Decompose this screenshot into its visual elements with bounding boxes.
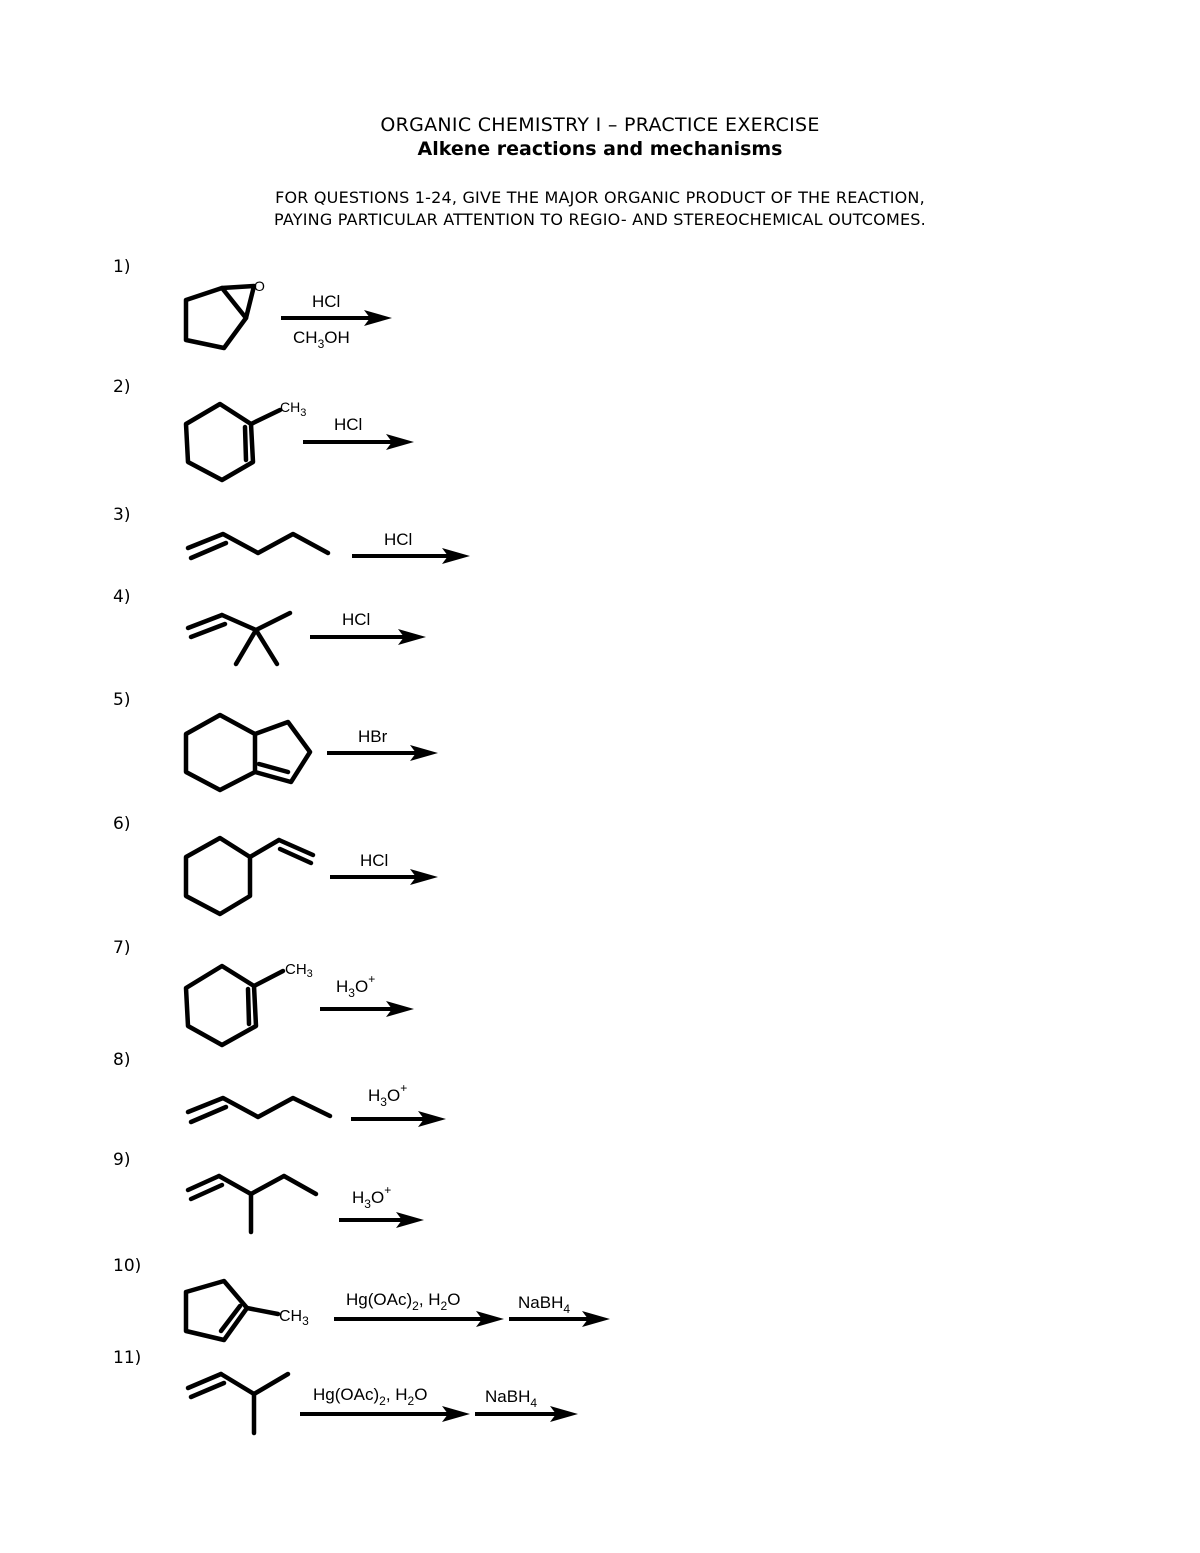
reagent-label: HCl [342, 610, 371, 629]
reagent-label-step-1: $Hg(OAc)_2$, $H_2O$ [346, 1290, 461, 1313]
page-title: ORGANIC CHEMISTRY I – PRACTICE EXERCISE [380, 114, 820, 136]
cyclohexene-ring [186, 404, 253, 480]
reagent-label-step-1: $Hg(OAc)_2$, $H_2O$ [313, 1385, 428, 1408]
question-6-reaction [186, 838, 438, 914]
solvent-label: $CH_3OH$ [293, 328, 350, 351]
chain-bond [222, 615, 256, 630]
question-number-1: 1) [113, 257, 131, 277]
reagent-label: HCl [334, 415, 363, 434]
cyclohexane-ring [186, 715, 255, 790]
question-9-reaction [188, 1176, 424, 1232]
question-number-11: 11) [113, 1348, 142, 1368]
question-number-3: 3) [113, 505, 131, 525]
methyl-label: $CH_3$ [280, 399, 307, 419]
question-number-7: 7) [113, 938, 131, 958]
question-8-reaction [188, 1081, 446, 1127]
chain-bond [251, 1176, 284, 1194]
double-bond-line [245, 427, 246, 460]
page-subtitle: Alkene reactions and mechanisms [417, 138, 783, 160]
question-5-reaction [186, 715, 438, 790]
methyl-bond [247, 1308, 278, 1314]
question-number-10: 10) [113, 1256, 142, 1276]
double-bond-line [248, 989, 249, 1024]
question-number-4: 4) [113, 587, 131, 607]
methyl-bond [254, 1374, 288, 1394]
reagent-label-step-2: NaBH$_4$ [485, 1387, 538, 1410]
question-4-reaction [188, 610, 426, 664]
reagent-label: $H_3O^+$ [368, 1081, 408, 1109]
reagent-label: HCl [384, 530, 413, 549]
methyl-bond [251, 410, 280, 424]
instructions-line-2: PAYING PARTICULAR ATTENTION TO REGIO- AND STEREOCHEMICAL OUTCOMES. [274, 210, 926, 229]
question-10-reaction [186, 1281, 610, 1340]
methyl-bond [254, 971, 283, 986]
chain-bond [284, 1176, 316, 1194]
methyl-label: $CH_3$ [285, 961, 313, 980]
reagent-label: HCl [360, 851, 389, 870]
reagent-label: HCl [312, 292, 341, 311]
cyclohexene-ring [186, 966, 256, 1045]
question-7-reaction [186, 961, 414, 1045]
question-11-reaction [188, 1374, 578, 1433]
double-bond-line [259, 764, 288, 772]
reagent-label: $H_3O^+$ [352, 1183, 392, 1211]
instructions-line-1: FOR QUESTIONS 1-24, GIVE THE MAJOR ORGANIC PRODUCT OF THE REACTION, [275, 188, 925, 207]
question-number-6: 6) [113, 814, 131, 834]
reagent-label: HBr [358, 727, 388, 746]
cyclohexane-ring [186, 838, 250, 914]
question-3-reaction [188, 530, 470, 564]
reagent-label-step-2: NaBH$_4$ [518, 1293, 571, 1316]
question-2-reaction [186, 399, 414, 480]
methyl-label: $CH_3$ [279, 1308, 309, 1328]
question-1-reaction [186, 278, 392, 351]
epoxide-oxygen-label: O [254, 278, 265, 294]
methyl-bond [256, 630, 277, 664]
question-number-9: 9) [113, 1150, 131, 1170]
reagent-label: $H_3O^+$ [336, 972, 376, 1000]
question-number-8: 8) [113, 1050, 131, 1070]
methyl-bond [236, 630, 256, 664]
cyclopentene-ring [255, 722, 310, 782]
vinyl-bond [250, 840, 279, 857]
question-number-2: 2) [113, 377, 131, 397]
methyl-bond [256, 613, 290, 630]
cyclopentane-ring [186, 288, 246, 348]
question-number-5: 5) [113, 690, 131, 710]
